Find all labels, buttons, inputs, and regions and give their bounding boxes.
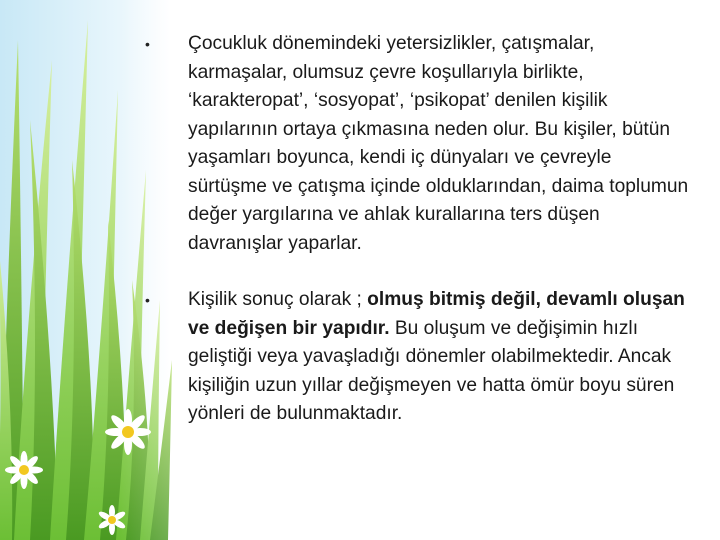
bullet-text: Çocukluk dönemindeki yetersizlikler, çatışmalar, karmaşalar, olumsuz çevre koşullarıyla birlikte, ‘karakteropat’, ‘sosyopat’, ‘psikopat’ denilen kişilik yapılarının ortaya çıkmasına neden olur. Bu kişiler, bütün yaşamları boyunca, kendi iç dünyaları ve çevreyle sürtüşme ve çatışma içinde olduklarından, daima toplumun değer yargılarına ve ahlak kurallarına ters düşen davranışlar yaparlar.: [188, 33, 689, 254]
bullet-marker: •: [145, 36, 150, 52]
bullet-list: [135, 30, 695, 429]
bullet-text-rest: Bu oluşum ve değişimin hızlı geliştiği veya yavaşladığı dönemler olabilmektedir. Ancak kişiliğin uzun yıllar değişmeyen ve hatta ömür boyu süren yönleri de bulunmaktadır.: [188, 317, 675, 424]
bullet-item-1: [135, 30, 695, 258]
bullet-text-intro: Kişilik sonuç olarak ;: [188, 289, 368, 310]
bullet-marker: •: [145, 292, 150, 308]
bullet-text-emphasis: olmuş bitmiş değil, devamlı oluşan ve değişen bir yapıdır.: [188, 289, 685, 339]
bullet-item-2: [135, 286, 695, 429]
daisy-flower: [5, 451, 43, 489]
